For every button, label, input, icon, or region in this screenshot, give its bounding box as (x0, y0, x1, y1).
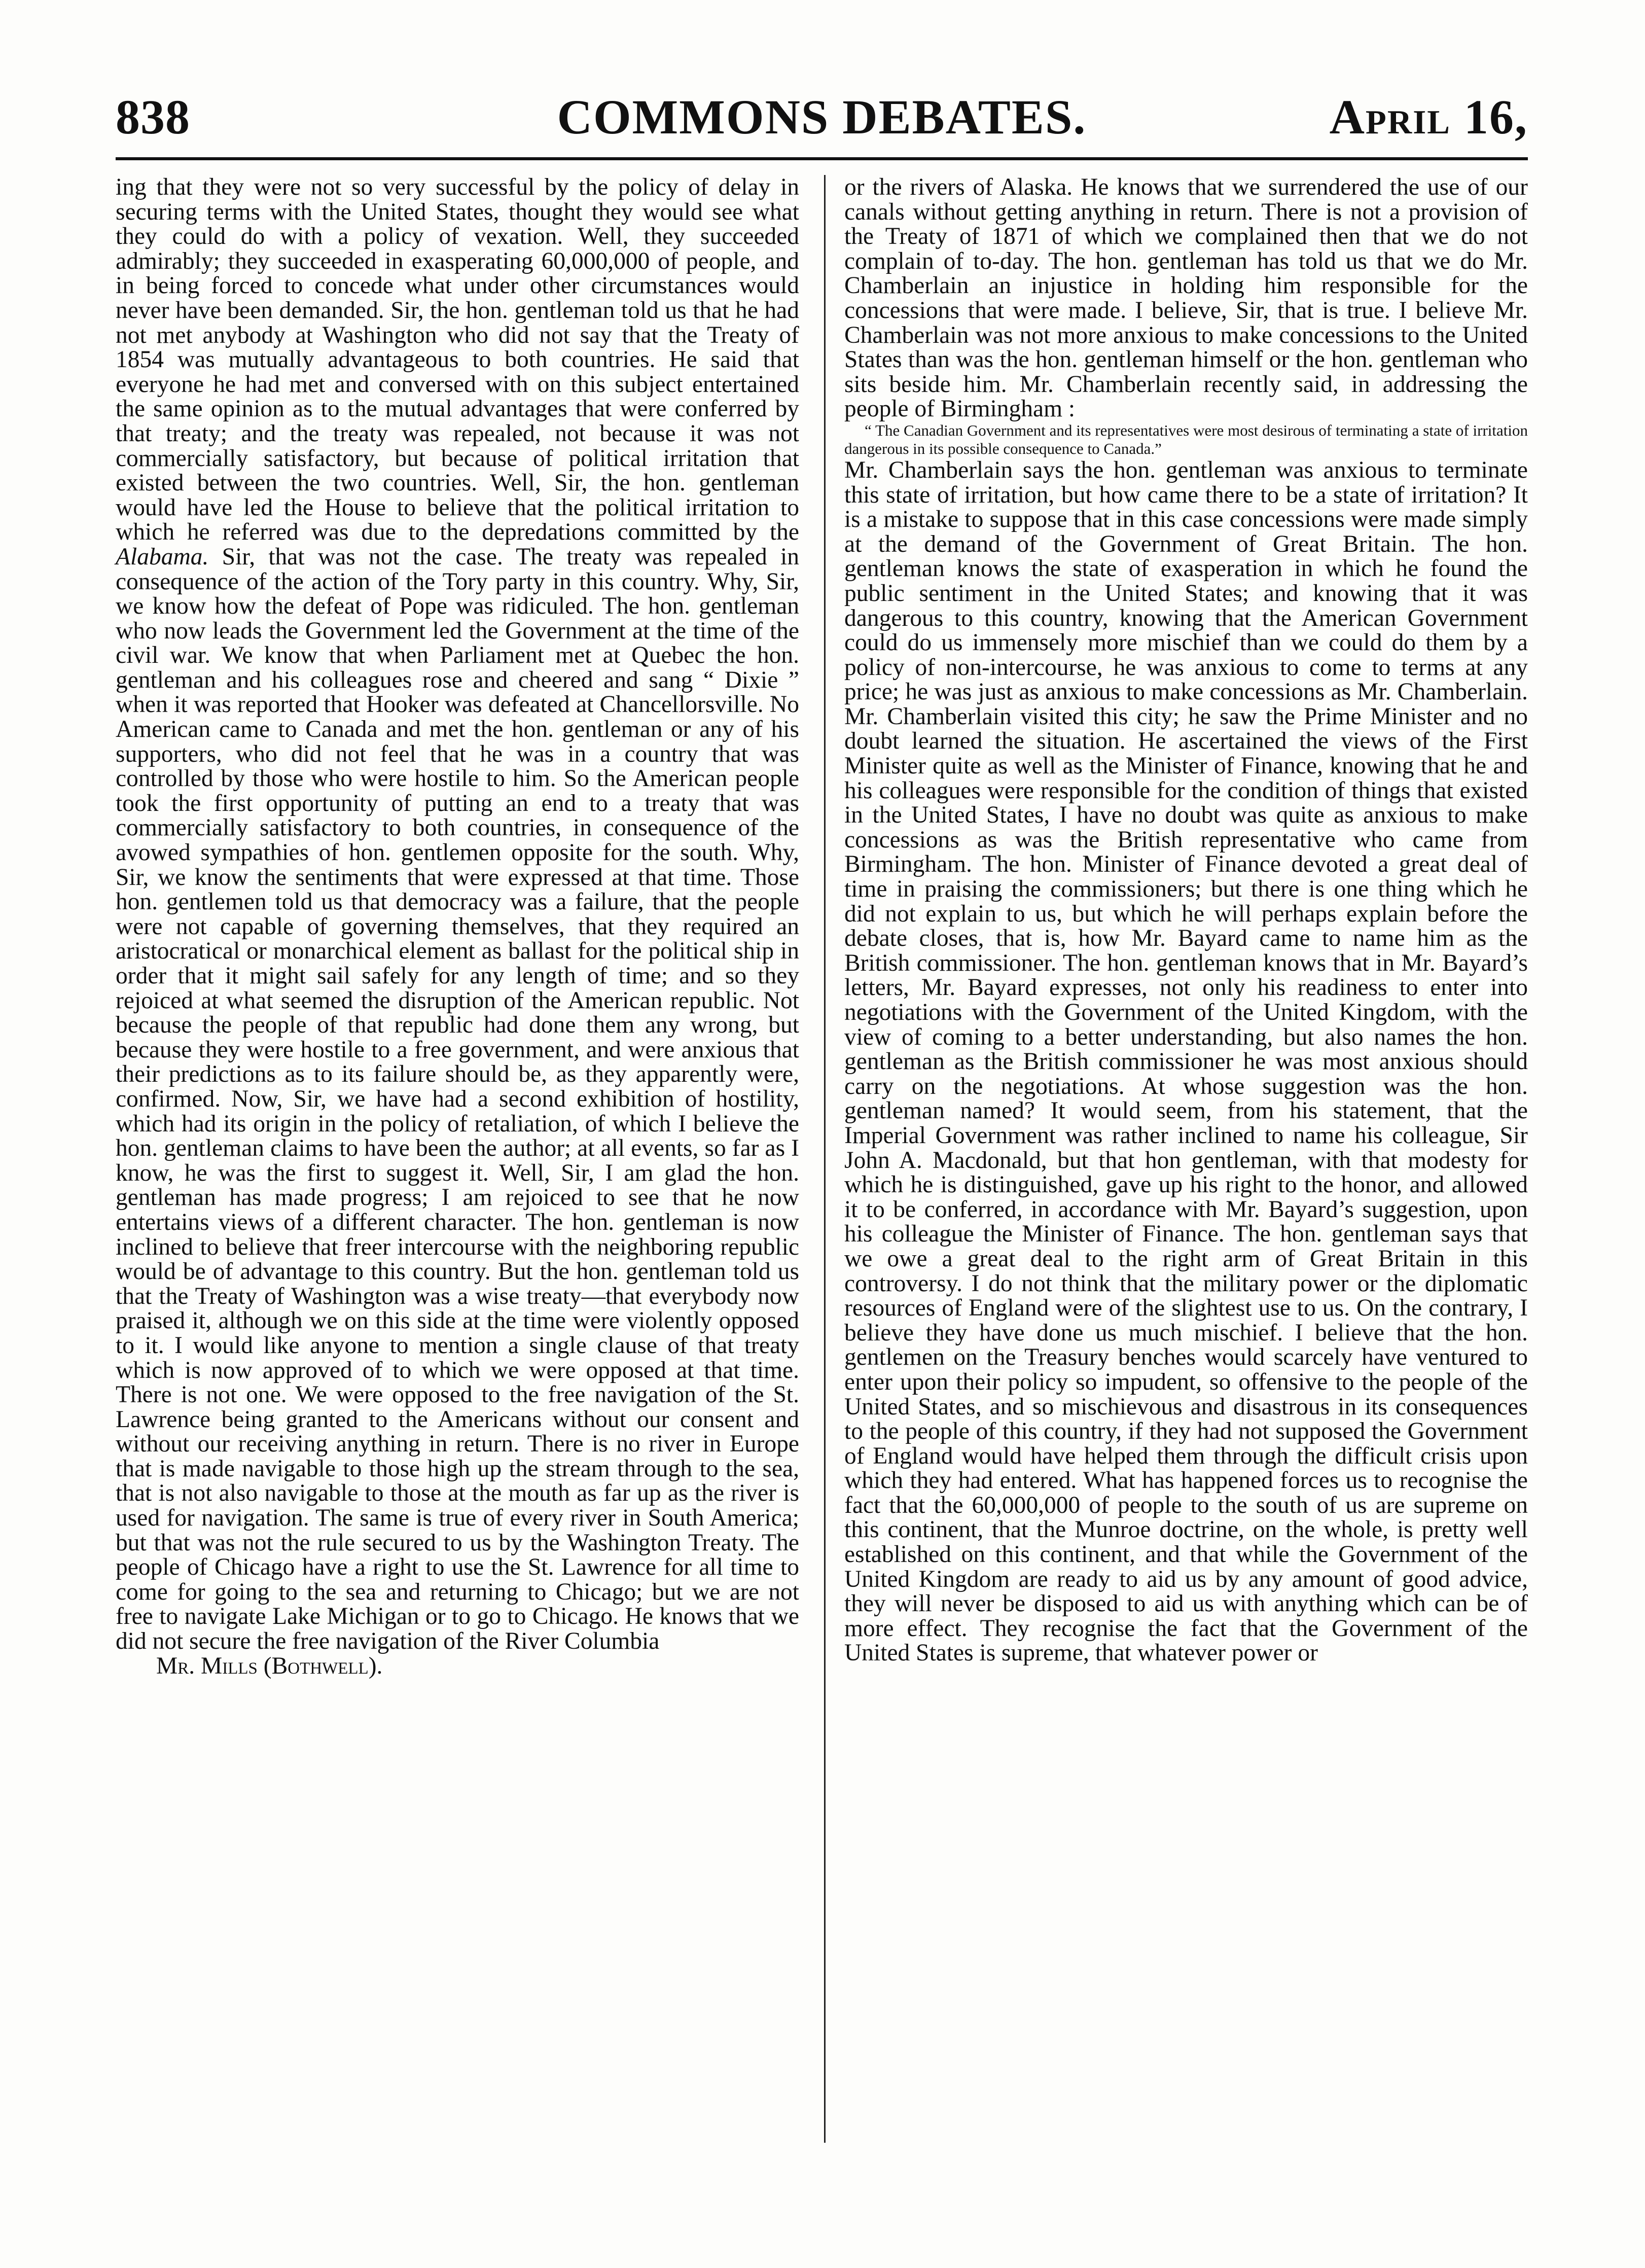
left-paragraph-text: ing that they were not so very successful by the policy of delay in securing terms with the United States, thought they would see what they could do with a policy of vexation. Well, they succeeded admirably; they succeeded in exasperating 60,000,000 of people, and in being forced to concede what under other circumstances would never have been demanded. Sir, the hon. gentleman told us that he had not met anybody at Washington who did not say that the Treaty of 1854 was mutually advantageous to both countries. He said that everyone he had met and conversed with on this subject entertained the same opinion as to the mutual advantages that were conferred by that treaty; and the treaty was repealed, not because it was not commercially satisfactory, but because of political irritation that existed between the two countries. Well, Sir, the hon. gentleman would have led the House to believe that the political irritation to which he referred was due to the depredations committed by the (116, 174, 799, 546)
right-paragraph-2: Mr. Chamberlain says the hon. gentleman was anxious to terminate this state of irritation, but how came there to be a state of irritation? It is a mistake to suppose that in this case concessions were made simply at the demand of the Government of Great Britain. The hon. gentleman knows the state of exasperation in which he found the public sentiment in the United States; and knowing that it was dangerous to this country, knowing that the American Government could do us immensely more mischief than we could do them by a policy of non-intercourse, he was anxious to come to terms at any price; he was just as anxious to make concessions as Mr. Chamberlain. Mr. Chamberlain visited this city; he saw the Prime Minister and no doubt learned the situation. He ascertained the views of the First Minister quite as well as the Minister of Finance, knowing that he and his colleagues were responsible for the condition of things that existed in the United States, I have no doubt was quite as anxious to make concessions as was the British representative who came from Birmingham. The hon. Minister of Finance devoted a great deal of time in praising the commissioners; but there is one thing which he did not explain to us, but which he will perhaps explain before the debate closes, that is, how Mr. Bayard came to name him as the British commissioner. The hon. gentleman knows that in Mr. Bayard’s letters, Mr. Bayard expresses, not only his readiness to enter into negotiations with the Government of the United Kingdom, with the view of coming to a better understanding, but also names the hon. gentleman as the British commissioner he was most anxious should carry on the negotiations. At whose suggestion was the hon. gentleman named? It would seem, from his statement, that the Imperial Government was rather inclined to name his colleague, Sir John A. Macdonald, but that hon gentleman, with that modesty for which he is distinguished, gave up his right to the honor, and allowed it to be conferred, in accordance with Mr. Bayard’s suggestion, upon his colleague the Minister of Finance. The hon. gentleman says that we owe a great deal to the right arm of Great Britain in this controversy. I do not think that the military power or the diplomatic resources of England were of the slightest use to us. On the contrary, I believe they have done us much mischief. I believe that the hon. gentlemen on the Treasury benches would scarcely have ventured to enter upon their policy so impudent, so offensive to the people of the United States, and so mischievous and disastrous in its consequences to the people of this country, if they had not supposed the Government of England would have helped them through the difficult crisis upon which they had entered. What has happened forces us to recognise the fact that the 60,000,000 of people to the south of us are supreme on this continent, that the Munroe doctrine, on the whole, is pretty well established on this continent, and that while the Government of the United Kingdom are ready to aid us by any amount of good advice, they will never be disposed to aid us with anything which can be of more effect. They recognise the fact that the Government of the United States is supreme, that whatever power or (844, 456, 1528, 1667)
left-column (116, 175, 799, 1678)
left-paragraph (116, 175, 799, 1654)
header-date: April 16, (1329, 90, 1528, 144)
page-header (116, 84, 1528, 150)
right-paragraph-1: or the rivers of Alaska. He knows that we surrendered the use of our canals without getting anything in return. There is not a provision of the Treaty of 1871 of which we complained then that we do not complain of to-day. The hon. gentleman has told us that we do Mr. Chamberlain an injustice in holding him responsible for the concessions that were made. I believe, Sir, that is true. I believe Mr. Chamberlain was not more anxious to make concessions to the United States than was the hon. gentleman himself or the hon. gentleman who sits beside him. Mr. Chamberlain recently said, in addressing the people of Birmingham : (844, 174, 1528, 422)
column-divider (824, 175, 826, 2143)
header-rule (116, 157, 1528, 160)
speaker-note: Mr. Mills (Bothwell). (156, 1652, 383, 1679)
page-number: 838 (116, 90, 190, 144)
right-column (844, 175, 1528, 1665)
running-title: COMMONS DEBATES. (557, 90, 1087, 144)
left-paragraph-text-cont: Sir, that was not the case. The treaty was repealed in consequence of the action of the Tory party in this country. Why, Sir, we know how the defeat of Pope was ridiculed. The hon. gentleman who now leads the Government led the Government at the time of the civil war. We know that when Parliament met at Quebec the hon. gentleman and his colleagues rose and cheered and sang “ Dixie ” when it was reported that Hooker was defeated at Chancellorsville. No American came to Canada and met the hon. gentleman or any of his supporters, who did not feel that he was in a country that was controlled by those who were hostile to him. So the American people took the first opportunity of putting an end to a treaty that was commercially satisfactory to both countries, in consequence of the avowed sympathies of hon. gentlemen opposite for the south. Why, Sir, we know the sentiments that were expressed at that time. Those hon. gentlemen told us that democracy was a failure, that the people were not capable of governing themselves, that they required an aristocratical or monarchical element as ballast for the political ship in order that it might sail safely for any length of time; and so they rejoiced at what seemed the disruption of the American republic. Not because the people of that republic had done them any wrong, but because they were hostile to a free government, and were anxious that their predictions as to its failure should be, as they apparently were, confirmed. Now, Sir, we have had a second exhibition of hostility, which had its origin in the policy of retaliation, of which I believe the hon. gentleman claims to have been the author; at all events, so far as I know, he was the first to suggest it. Well, Sir, I am glad the hon. gentleman has made progress; I am rejoiced to see that he now entertains views of a different character. The hon. gentleman is now inclined to believe that freer intercourse with the neighboring republic would be of advantage to this country. But the hon. gentleman told us that the Treaty of Washington was a wise treaty—that everybody now praised it, although we on this side at the time were violently opposed to it. I would like anyone to mention a single clause of that treaty which is now approved of to which we were opposed at that time. There is not one. We were opposed to the free navigation of the St. Lawrence being granted to the Americans without our consent and without our receiving anything in return. There is no river in Europe that is made navigable to those high up the stream through to the sea, that is not also navigable to those at the mouth as far up as the river is used for navigation. The same is true of every river in South America; but that was not the rule secured to us by the Washington Treaty. The people of Chicago have a right to use the St. Lawrence for all time to come for going to the sea and returning to Chicago; but we are not free to navigate Lake Michigan or to go to Chicago. He knows that we did not secure the free navigation of the River Columbia (116, 543, 799, 1655)
alabama-italic: Alabama. (116, 543, 209, 570)
block-quote: “ The Canadian Government and its representatives were most desirous of terminating a state of irritation dangerous in its possible consequence to Canada.” (844, 421, 1528, 457)
